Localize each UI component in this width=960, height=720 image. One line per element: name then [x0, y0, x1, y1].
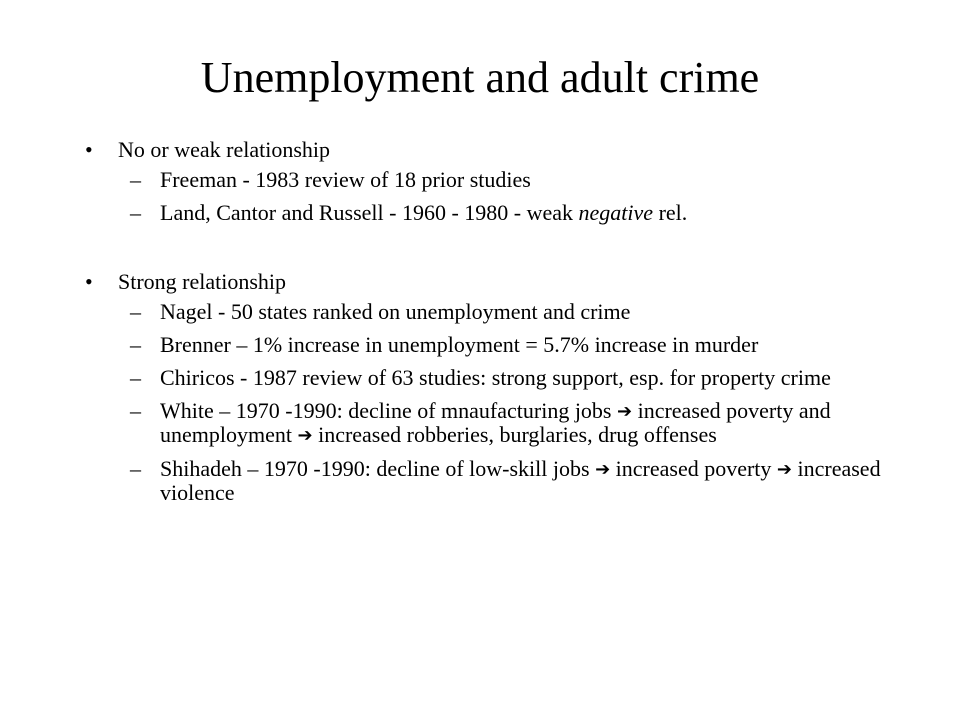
slide-title: Unemployment and adult crime: [200, 53, 760, 102]
dash-icon: –: [130, 332, 141, 357]
sub-item-text: Land, Cantor and Russell - 1960 - 1980 - weak: [160, 200, 579, 225]
dash-icon: –: [130, 167, 141, 192]
sub-item-text: Nagel - 50 states ranked on unemployment and crime: [160, 299, 631, 324]
sub-item-text: Chiricos - 1987 review of 63 studies: strong support, esp. for property crime: [160, 365, 831, 390]
sub-item-text: Brenner – 1% increase in unemployment = 5.7% increase in murder: [160, 332, 759, 357]
bullet-strong-relationship: [85, 268, 885, 296]
bullet-heading: No or weak relationship: [118, 137, 330, 162]
sub-item-nagel: [85, 300, 890, 323]
bullet-icon: •: [85, 269, 93, 294]
bullet-icon: •: [85, 137, 93, 162]
sub-item-text: increased violence: [160, 456, 881, 505]
sub-item-text: Shihadeh – 1970 -1990: decline of low-skill jobs: [160, 456, 596, 481]
sub-item-chiricos: [85, 366, 890, 389]
right-arrow-icon: ➔: [595, 459, 611, 480]
sub-item-text: White – 1970 -1990: decline of mnaufacturing jobs: [160, 398, 617, 423]
dash-icon: –: [130, 365, 141, 390]
emphasis-text: negative: [578, 200, 654, 225]
right-arrow-icon: ➔: [297, 425, 313, 446]
dash-icon: –: [130, 456, 141, 481]
sub-item-freeman: [85, 168, 890, 191]
strong-sub-list: [85, 300, 885, 504]
right-arrow-icon: ➔: [617, 401, 633, 422]
sub-item-text: Freeman - 1983 review of 18 prior studies: [160, 167, 531, 192]
right-arrow-icon: ➔: [776, 459, 793, 480]
sub-item-white: [85, 399, 890, 447]
sub-item-text: increased robberies, burglaries, drug offenses: [312, 422, 717, 447]
bullet-heading: Strong relationship: [118, 269, 287, 294]
dash-icon: –: [130, 398, 141, 423]
sub-item-shihadeh: [85, 457, 890, 504]
sub-item-brenner: [85, 333, 890, 356]
section-weak-relationship: [85, 136, 885, 234]
sub-item-text: increased poverty and unemployment: [160, 398, 831, 447]
sub-item-land: [85, 201, 890, 224]
dash-icon: –: [130, 299, 141, 324]
section-strong-relationship: [85, 268, 885, 514]
bullet-weak-relationship: [85, 136, 885, 164]
weak-sub-list: [85, 168, 885, 224]
dash-icon: –: [130, 200, 141, 225]
sub-item-text: rel.: [653, 200, 688, 225]
sub-item-text: increased poverty: [610, 456, 777, 481]
